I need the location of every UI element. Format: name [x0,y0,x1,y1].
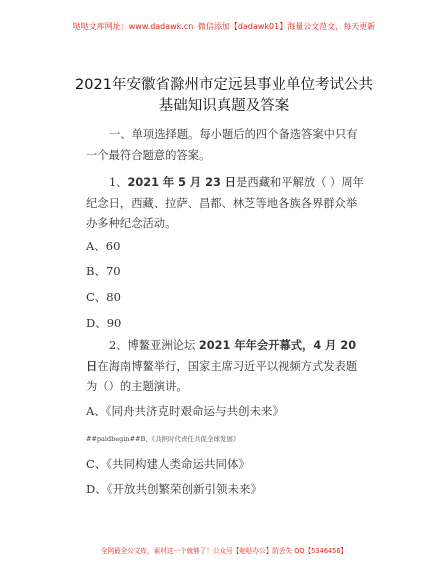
question-2-stem [86,336,366,398]
document-title [0,75,448,117]
question-1-stem [86,173,366,235]
q1-stem-date: 2021 年 5 月 23 日 [127,176,237,189]
q2-stem-prefix: 2、博鳌亚洲论坛 [109,339,199,352]
q2-option-b: ##paidbegin##B、《共担时代责任共促全球发展》 [86,435,240,443]
q2-option-a: A、《同舟共济克时艰命运与共创未来》 [86,404,285,418]
q1-option-d: D、90 [86,316,122,330]
q1-option-a: A、60 [86,239,121,253]
q2-stem-text: 在海南博鳌举行，国家主席习近平以视频方式发表题为（）的主题演讲。 [86,359,358,393]
header-site-link[interactable]: 哒哒文库网址：www.dadawk.cn [72,22,194,31]
footer-banner: 全网最全公文库，素材这一个就够了！公众号【哒哒办公】防丢失 QQ【5346456】 [100,547,348,555]
q1-option-b: B、70 [86,264,121,278]
q1-option-c: C、80 [86,290,121,304]
q1-stem-text: 是西藏和平解放（ ）周年纪念日，西藏、拉萨、昌都、林芝等地各族各界群众举办多种纪念活动。 [86,176,364,230]
q1-stem-prefix: 1、 [109,176,128,189]
q2-option-c: C、《共同构建人类命运共同体》 [86,457,251,471]
title-line-2: 基础知识真题及答案 [158,98,290,114]
header-banner [0,21,448,32]
header-wechat-text: 微信添加【dadawk01】海量公文范文，每天更新 [197,22,376,31]
title-line-1: 2021年安徽省滁州市定远县事业单位考试公共 [75,77,373,93]
q2-option-d: D、《开放共创繁荣创新引领未来》 [86,482,262,496]
section-intro: 一、单项选择题。每小题后的四个备选答案中只有一个最符合题意的答案。 [86,128,358,162]
q2-stem-date: 2021 年年会开幕式，4 月 20 日 [86,339,357,373]
